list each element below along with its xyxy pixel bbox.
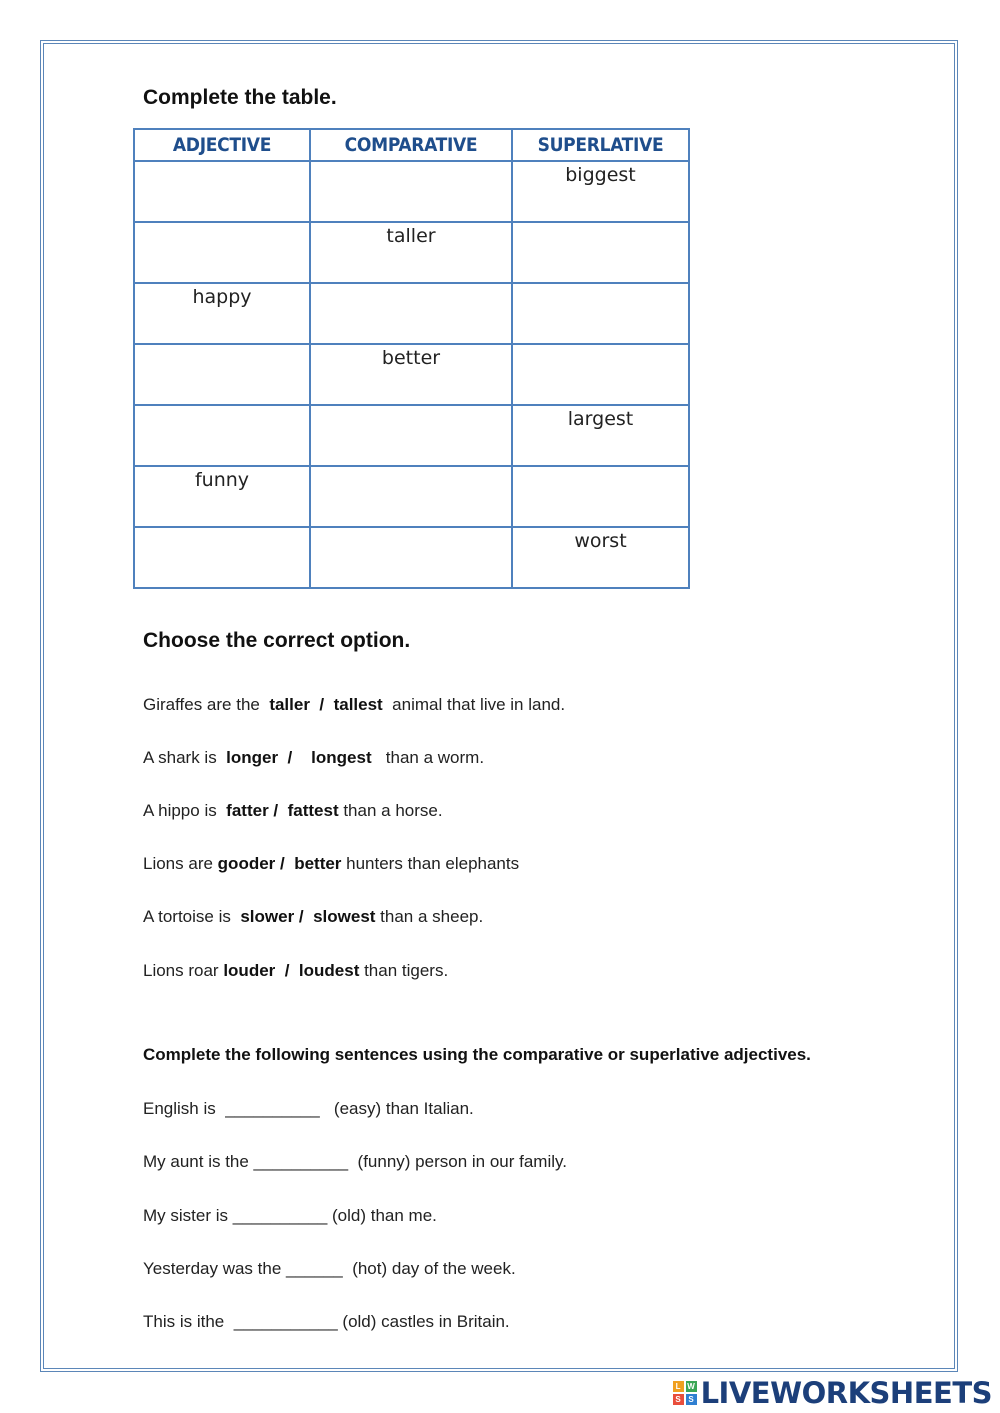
table-cell-superlative: biggest [512, 161, 689, 222]
logo-mark-tile: L [673, 1381, 684, 1392]
fill-in-sentence[interactable]: English is __________ (easy) than Italian. [143, 1099, 474, 1118]
fill-in-sentence[interactable]: Yesterday was the ______ (hot) day of the week. [143, 1259, 516, 1278]
sentence-start: Lions roar [143, 961, 224, 980]
table-cell-adjective: funny [134, 466, 310, 527]
liveworksheets-mark-icon [673, 1381, 697, 1405]
option-2[interactable]: loudest [298, 961, 360, 980]
table-cell-comparative: better [310, 344, 512, 405]
table-cell-superlative: worst [512, 527, 689, 588]
sentence-end: animal that live in land. [382, 695, 566, 714]
option-separator: / [294, 907, 314, 926]
table-cell-comparative[interactable] [310, 161, 512, 222]
table-cell-comparative[interactable] [310, 283, 512, 344]
logo-mark-tile: S [686, 1394, 697, 1405]
table-cell-comparative[interactable] [310, 466, 512, 527]
choice-sentence [143, 854, 519, 874]
option-separator: / [268, 801, 288, 820]
table-cell-adjective[interactable] [134, 222, 310, 283]
table-cell-adjective[interactable] [134, 161, 310, 222]
choice-sentence [143, 907, 483, 927]
sentence-end: than a horse. [338, 801, 443, 820]
table-cell-adjective[interactable] [134, 527, 310, 588]
column-header-superlative: SUPERLATIVE [512, 129, 689, 161]
option-1[interactable]: slower [240, 907, 295, 926]
sentence-start: Lions are [143, 854, 218, 873]
option-separator: / [309, 695, 334, 714]
choice-sentence [143, 801, 443, 821]
table-row [134, 466, 689, 527]
table-cell-comparative[interactable] [310, 527, 512, 588]
option-separator: / [278, 748, 312, 767]
adjective-table [133, 128, 690, 589]
sentence-start: A hippo is [143, 801, 227, 820]
sentence-end: than tigers. [359, 961, 449, 980]
column-header-adjective: ADJECTIVE [134, 129, 310, 161]
logo-mark-tile: S [673, 1394, 684, 1405]
table-row [134, 527, 689, 588]
option-1[interactable]: fatter [226, 801, 269, 820]
option-1[interactable]: longer [226, 748, 279, 767]
logo-wordmark: LIVEWORKSHEETS [700, 1376, 992, 1410]
table-row [134, 222, 689, 283]
option-1[interactable]: gooder [217, 854, 276, 873]
table-cell-comparative[interactable] [310, 405, 512, 466]
table-row [134, 344, 689, 405]
sentence-start: A shark is [143, 748, 227, 767]
table-cell-superlative[interactable] [512, 466, 689, 527]
liveworksheets-logo [673, 1377, 992, 1409]
option-2[interactable]: better [294, 854, 342, 873]
fill-in-sentence[interactable]: This is ithe ___________ (old) castles in Britain. [143, 1312, 510, 1331]
table-cell-comparative: taller [310, 222, 512, 283]
option-separator: / [275, 854, 295, 873]
option-2[interactable]: fattest [287, 801, 339, 820]
table-row [134, 405, 689, 466]
logo-mark-tile: W [687, 1382, 695, 1391]
table-cell-adjective: happy [134, 283, 310, 344]
table-header-row [134, 129, 689, 161]
option-2[interactable]: tallest [333, 695, 383, 714]
fill-in-sentence[interactable]: My aunt is the __________ (funny) person in our family. [143, 1152, 567, 1171]
option-1[interactable]: taller [269, 695, 310, 714]
column-header-comparative: COMPARATIVE [310, 129, 512, 161]
fill-in-sentence[interactable]: My sister is __________ (old) than me. [143, 1206, 437, 1225]
table-row [134, 161, 689, 222]
sentence-start: Giraffes are the [143, 695, 270, 714]
table-cell-superlative[interactable] [512, 283, 689, 344]
choose-section-title: Choose the correct option. [143, 629, 411, 652]
choice-sentence [143, 961, 448, 981]
fill-in-instruction: Complete the following sentences using the comparative or superlative adjectives. [143, 1045, 811, 1064]
table-cell-superlative[interactable] [512, 344, 689, 405]
option-1[interactable]: louder [223, 961, 276, 980]
option-2[interactable]: slowest [313, 907, 376, 926]
table-cell-superlative[interactable] [512, 222, 689, 283]
table-row [134, 283, 689, 344]
sentence-end: than a worm. [371, 748, 485, 767]
sentence-end: hunters than elephants [341, 854, 520, 873]
table-cell-adjective[interactable] [134, 344, 310, 405]
option-separator: / [275, 961, 299, 980]
table-cell-adjective[interactable] [134, 405, 310, 466]
table-section-title: Complete the table. [143, 86, 337, 109]
sentence-end: than a sheep. [375, 907, 484, 926]
choice-sentence [143, 748, 484, 768]
sentence-start: A tortoise is [143, 907, 241, 926]
table-cell-superlative: largest [512, 405, 689, 466]
choice-sentence [143, 695, 565, 715]
option-2[interactable]: longest [311, 748, 372, 767]
